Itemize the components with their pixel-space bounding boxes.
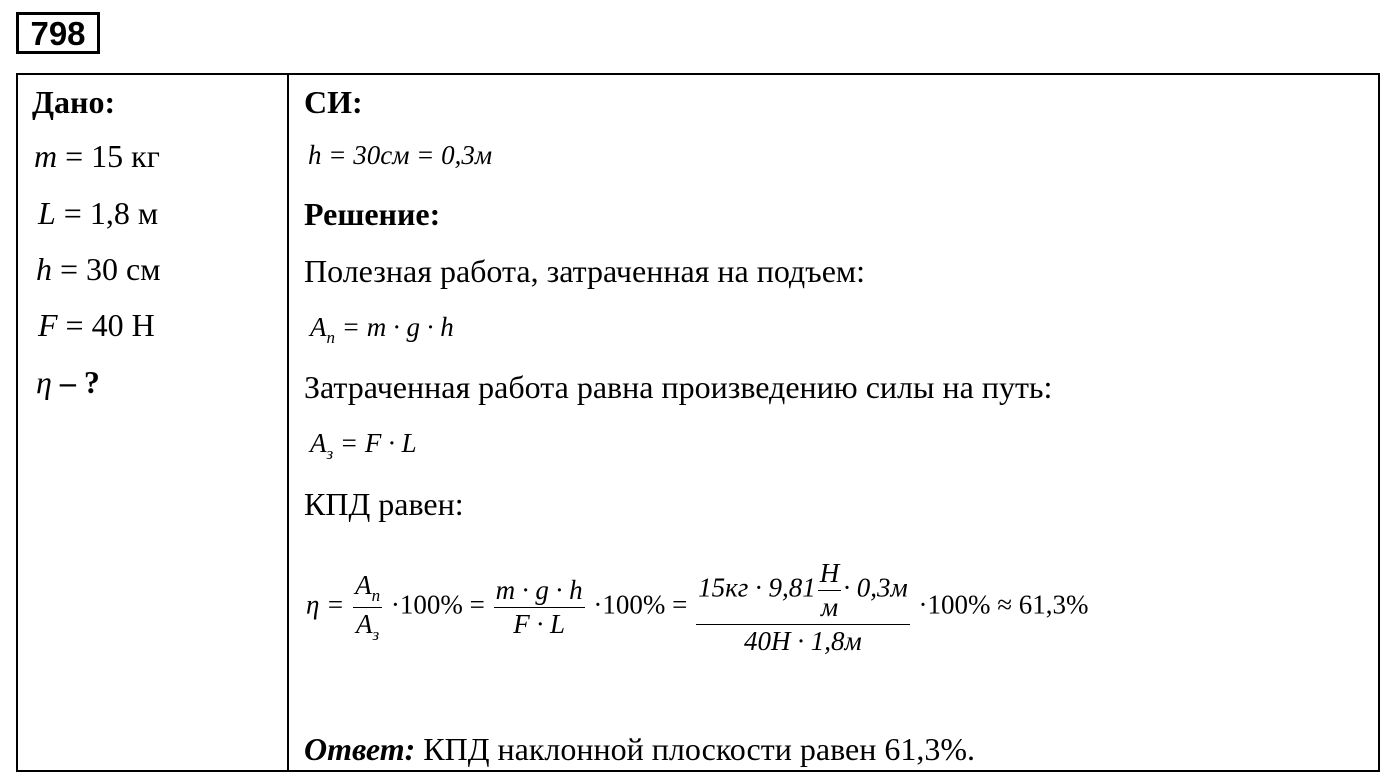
given-value: = 15 кг: [65, 138, 160, 174]
answer: [304, 733, 975, 765]
given-value: = 40 Н: [65, 307, 155, 343]
si-heading: СИ:: [304, 84, 363, 120]
solution-heading: Решение:: [304, 196, 441, 232]
efficiency-text: КПД равен:: [304, 486, 464, 522]
problem-number: 798: [16, 12, 100, 54]
spent-work-text: Затраченная работа равна произведению силы на путь:: [304, 369, 1053, 405]
answer-text: КПД наклонной плоскости равен 61,3%.: [415, 731, 975, 767]
given-symbol: L: [38, 195, 56, 231]
useful-work-text: Полезная работа, затраченная на подъем:: [304, 253, 866, 289]
given-item: [36, 366, 100, 398]
efficiency-formula: η = $\frac{A_п}{A_з}$ ·100% = $\frac{m \cdot g \cdot h}{F \cdot L}$ ·100% = 15кг · 9,81 $\frac{Н}{м}$ · 0,3м 40Н · 1,8м ·100% ≈ 61,3%: [306, 558, 1089, 656]
given-value: – ?: [59, 364, 100, 400]
given-item: [38, 197, 158, 229]
solution-table: [16, 73, 1380, 772]
fraction-unit: $\frac{Н}{м}$: [819, 558, 840, 622]
fraction-numeric: 15кг · 9,81 $\frac{Н}{м}$ · 0,3м 40Н · 1,8м: [698, 558, 908, 656]
given-symbol: F: [38, 307, 58, 343]
given-item: [38, 309, 155, 341]
spent-work-formula: $A_з = F \cdot L$: [310, 428, 417, 463]
given-heading: Дано:: [32, 84, 116, 120]
answer-label: Ответ:: [304, 731, 416, 767]
given-symbol: m: [34, 138, 58, 174]
given-value: = 30 см: [60, 251, 161, 287]
fraction-work-ratio: $\frac{A_п}{A_з}$: [355, 570, 381, 644]
fraction-symbolic: $\frac{m \cdot g \cdot h}{F \cdot L}$: [495, 575, 583, 639]
useful-work-formula: $A_п = m \cdot g \cdot h$: [310, 312, 454, 347]
given-value: = 1,8 м: [63, 195, 159, 231]
given-symbol: h: [36, 251, 52, 287]
si-conversion: h = 30см = 0,3м: [308, 140, 493, 170]
given-item: [34, 140, 160, 172]
column-divider: [287, 73, 289, 772]
given-symbol: η: [36, 364, 52, 400]
given-item: [36, 253, 161, 285]
